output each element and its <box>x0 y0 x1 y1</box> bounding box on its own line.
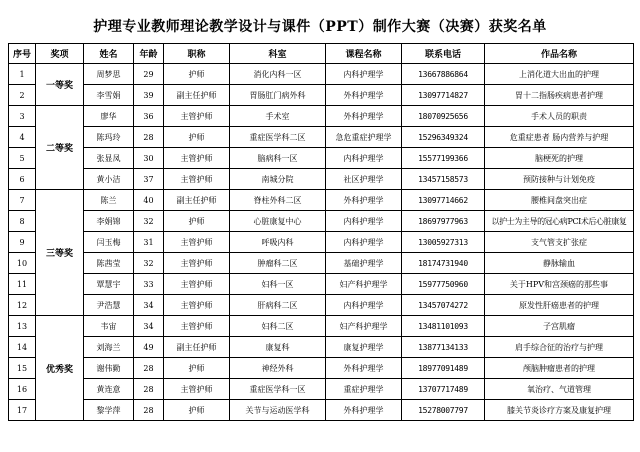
cell-name: 尹浩慧 <box>84 295 134 316</box>
cell-phone: 13667886864 <box>402 64 485 85</box>
cell-work: 危重症患者 肠内营养与护理 <box>485 127 634 148</box>
cell-name: 周梦思 <box>84 64 134 85</box>
cell-phone: 18070925656 <box>402 106 485 127</box>
table-row <box>9 337 634 358</box>
cell-title: 护师 <box>164 358 230 379</box>
cell-course: 急危重症护理学 <box>326 127 402 148</box>
cell-title: 主管护师 <box>164 295 230 316</box>
cell-seq: 1 <box>9 64 36 85</box>
cell-course: 外科护理学 <box>326 358 402 379</box>
cell-dept: 妇科一区 <box>230 274 326 295</box>
cell-course: 外科护理学 <box>326 190 402 211</box>
cell-work: 上消化道大出血的护理 <box>485 64 634 85</box>
cell-phone: 13097714662 <box>402 190 485 211</box>
cell-phone: 15977750960 <box>402 274 485 295</box>
cell-name: 韦宙 <box>84 316 134 337</box>
cell-dept: 肝病科二区 <box>230 295 326 316</box>
cell-dept: 消化内科一区 <box>230 64 326 85</box>
header-title: 职称 <box>164 44 230 64</box>
cell-seq: 14 <box>9 337 36 358</box>
header-row <box>9 44 634 64</box>
cell-dept: 康复科 <box>230 337 326 358</box>
cell-dept: 肿瘤科二区 <box>230 253 326 274</box>
cell-dept: 心脏康复中心 <box>230 211 326 232</box>
cell-name: 黄小洁 <box>84 169 134 190</box>
cell-course: 内科护理学 <box>326 232 402 253</box>
cell-phone: 18174731940 <box>402 253 485 274</box>
cell-phone: 13457074272 <box>402 295 485 316</box>
cell-course: 妇产科护理学 <box>326 316 402 337</box>
cell-dept: 脑病科一区 <box>230 148 326 169</box>
header-work: 作品名称 <box>485 44 634 64</box>
cell-phone: 13005927313 <box>402 232 485 253</box>
cell-dept: 南城分院 <box>230 169 326 190</box>
cell-age: 32 <box>134 211 164 232</box>
cell-work: 原发性肝癌患者的护理 <box>485 295 634 316</box>
cell-work: 膝关节炎诊疗方案及康复护理 <box>485 400 634 421</box>
cell-title: 主管护师 <box>164 274 230 295</box>
header-name: 姓名 <box>84 44 134 64</box>
table-row <box>9 316 634 337</box>
cell-title: 主管护师 <box>164 316 230 337</box>
cell-title: 护师 <box>164 127 230 148</box>
cell-course: 内科护理学 <box>326 295 402 316</box>
cell-seq: 3 <box>9 106 36 127</box>
cell-title: 主管护师 <box>164 253 230 274</box>
cell-name: 黎学萍 <box>84 400 134 421</box>
cell-course: 妇产科护理学 <box>326 274 402 295</box>
cell-name: 李雪娟 <box>84 85 134 106</box>
table-row <box>9 127 634 148</box>
cell-name: 陈茜莹 <box>84 253 134 274</box>
cell-work: 脑梗死的护理 <box>485 148 634 169</box>
cell-course: 重症护理学 <box>326 379 402 400</box>
cell-phone: 13707717489 <box>402 379 485 400</box>
cell-age: 37 <box>134 169 164 190</box>
cell-work: 手术人员的职责 <box>485 106 634 127</box>
header-phone: 联系电话 <box>402 44 485 64</box>
cell-dept: 脊柱外科二区 <box>230 190 326 211</box>
cell-dept: 呼吸内科 <box>230 232 326 253</box>
cell-title: 主管护师 <box>164 232 230 253</box>
cell-name: 覃慧宇 <box>84 274 134 295</box>
cell-course: 基础护理学 <box>326 253 402 274</box>
cell-age: 40 <box>134 190 164 211</box>
table-row <box>9 253 634 274</box>
cell-age: 28 <box>134 379 164 400</box>
cell-work: 腰椎间盘突出症 <box>485 190 634 211</box>
cell-title: 副主任护师 <box>164 337 230 358</box>
cell-course: 内科护理学 <box>326 148 402 169</box>
table-row <box>9 64 634 85</box>
cell-phone: 18697977963 <box>402 211 485 232</box>
cell-course: 内科护理学 <box>326 64 402 85</box>
cell-name: 陈兰 <box>84 190 134 211</box>
cell-name: 李娟锦 <box>84 211 134 232</box>
cell-work: 胃十二指肠疾病患者护理 <box>485 85 634 106</box>
page-title: 护理专业教师理论教学设计与课件（PPT）制作大赛（决赛）获奖名单 <box>93 19 547 35</box>
cell-dept: 神经外科 <box>230 358 326 379</box>
cell-phone: 18977091489 <box>402 358 485 379</box>
cell-title: 主管护师 <box>164 106 230 127</box>
award-first: 一等奖 <box>36 64 84 106</box>
table-row <box>9 295 634 316</box>
cell-seq: 9 <box>9 232 36 253</box>
cell-phone: 13481101093 <box>402 316 485 337</box>
cell-seq: 2 <box>9 85 36 106</box>
cell-dept: 手术室 <box>230 106 326 127</box>
cell-phone: 15577199366 <box>402 148 485 169</box>
cell-work: 颅脑肿瘤患者的护理 <box>485 358 634 379</box>
header-dept: 科室 <box>230 44 326 64</box>
cell-seq: 5 <box>9 148 36 169</box>
cell-name: 闫玉梅 <box>84 232 134 253</box>
cell-name: 黄连意 <box>84 379 134 400</box>
table-row <box>9 169 634 190</box>
table-row <box>9 85 634 106</box>
cell-age: 30 <box>134 148 164 169</box>
cell-dept: 重症医学科二区 <box>230 127 326 148</box>
cell-phone: 13457158573 <box>402 169 485 190</box>
cell-work: 静脉输血 <box>485 253 634 274</box>
cell-course: 内科护理学 <box>326 211 402 232</box>
cell-seq: 15 <box>9 358 36 379</box>
cell-age: 34 <box>134 316 164 337</box>
header-course: 课程名称 <box>326 44 402 64</box>
cell-title: 护师 <box>164 400 230 421</box>
cell-course: 外科护理学 <box>326 400 402 421</box>
cell-course: 外科护理学 <box>326 85 402 106</box>
cell-age: 49 <box>134 337 164 358</box>
cell-course: 社区护理学 <box>326 169 402 190</box>
award-third: 三等奖 <box>36 190 84 316</box>
cell-name: 张显凤 <box>84 148 134 169</box>
cell-age: 28 <box>134 400 164 421</box>
cell-title: 主管护师 <box>164 379 230 400</box>
cell-name: 刘海兰 <box>84 337 134 358</box>
table-row <box>9 400 634 421</box>
cell-work: 子宫肌瘤 <box>485 316 634 337</box>
cell-title: 主管护师 <box>164 169 230 190</box>
cell-course: 康复护理学 <box>326 337 402 358</box>
cell-work: 关于HPV和宫颈癌的那些事 <box>485 274 634 295</box>
cell-dept: 重症医学科一区 <box>230 379 326 400</box>
table-row <box>9 148 634 169</box>
header-award: 奖项 <box>36 44 84 64</box>
cell-age: 29 <box>134 64 164 85</box>
table-row <box>9 232 634 253</box>
cell-title: 护师 <box>164 211 230 232</box>
cell-seq: 17 <box>9 400 36 421</box>
cell-seq: 12 <box>9 295 36 316</box>
cell-title: 副主任护师 <box>164 190 230 211</box>
cell-dept: 关节与运动医学科 <box>230 400 326 421</box>
cell-title: 主管护师 <box>164 148 230 169</box>
cell-dept: 妇科二区 <box>230 316 326 337</box>
table-row <box>9 358 634 379</box>
cell-work: 以护士为主导的冠心病PCI术后心脏康复 <box>485 211 634 232</box>
cell-seq: 16 <box>9 379 36 400</box>
award-excellent: 优秀奖 <box>36 316 84 421</box>
table-row <box>9 190 634 211</box>
cell-age: 33 <box>134 274 164 295</box>
cell-age: 36 <box>134 106 164 127</box>
cell-course: 外科护理学 <box>326 106 402 127</box>
cell-name: 陈玛玲 <box>84 127 134 148</box>
cell-seq: 13 <box>9 316 36 337</box>
cell-phone: 13097714827 <box>402 85 485 106</box>
cell-phone: 13877134133 <box>402 337 485 358</box>
cell-seq: 10 <box>9 253 36 274</box>
cell-seq: 8 <box>9 211 36 232</box>
award-second: 二等奖 <box>36 106 84 190</box>
cell-seq: 4 <box>9 127 36 148</box>
cell-age: 28 <box>134 358 164 379</box>
cell-phone: 15296349324 <box>402 127 485 148</box>
cell-age: 31 <box>134 232 164 253</box>
cell-work: 支气管支扩张症 <box>485 232 634 253</box>
cell-age: 28 <box>134 127 164 148</box>
header-seq: 序号 <box>9 44 36 64</box>
header-age: 年龄 <box>134 44 164 64</box>
cell-seq: 6 <box>9 169 36 190</box>
table-row <box>9 274 634 295</box>
cell-work: 肩手综合征的治疗与护理 <box>485 337 634 358</box>
cell-dept: 胃肠肛门病外科 <box>230 85 326 106</box>
cell-seq: 7 <box>9 190 36 211</box>
table-row <box>9 379 634 400</box>
cell-phone: 15278007797 <box>402 400 485 421</box>
cell-work: 氧治疗、气道管理 <box>485 379 634 400</box>
cell-age: 32 <box>134 253 164 274</box>
cell-title: 副主任护师 <box>164 85 230 106</box>
table-row <box>9 211 634 232</box>
award-table <box>8 43 634 421</box>
cell-title: 护师 <box>164 64 230 85</box>
cell-age: 34 <box>134 295 164 316</box>
cell-age: 39 <box>134 85 164 106</box>
cell-name: 谢伟勤 <box>84 358 134 379</box>
cell-seq: 11 <box>9 274 36 295</box>
cell-name: 廖华 <box>84 106 134 127</box>
cell-work: 预防接种与计划免疫 <box>485 169 634 190</box>
table-row <box>9 106 634 127</box>
